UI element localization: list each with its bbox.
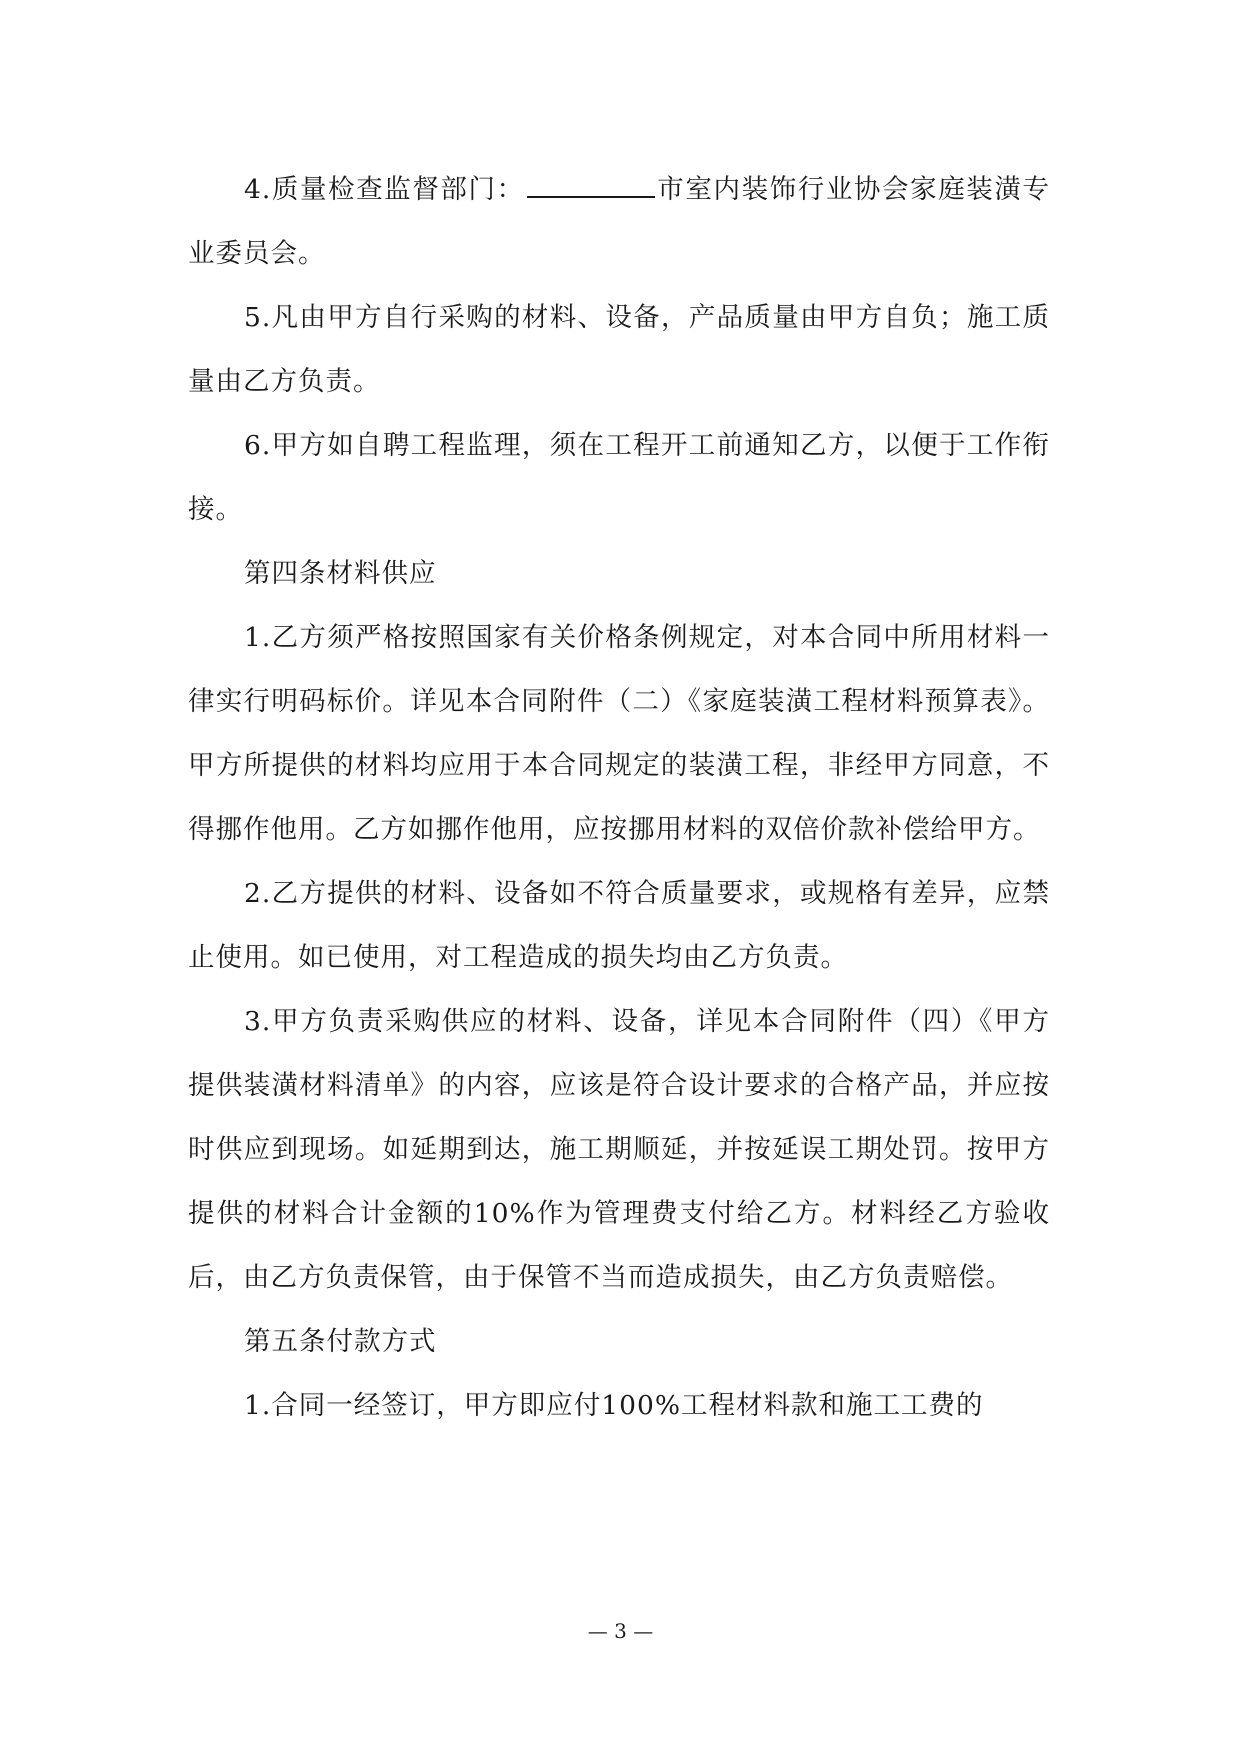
article-4-clause-2: 2.乙方提供的材料、设备如不符合质量要求，或规格有差异，应禁止使用。如已使用，对工程造成的损失均由乙方负责。 bbox=[188, 878, 1050, 973]
clause-4-text-after: 市室内装饰行业协会家庭装潢专业委员会。 bbox=[188, 174, 1050, 269]
clause-5-material-quality: 5.凡由甲方自行采购的材料、设备，产品质量由甲方自负；施工质量由乙方负责。 bbox=[188, 302, 1050, 397]
clause-6-supervision: 6.甲方如自聘工程监理，须在工程开工前通知乙方，以便于工作衔接。 bbox=[188, 430, 1050, 525]
article-5-clause-1: 1.合同一经签订，甲方即应付100%工程材料款和施工工费的 bbox=[244, 1390, 984, 1421]
clause-4-text-before: 4.质量检查监督部门： bbox=[244, 174, 525, 205]
document-body bbox=[188, 158, 1050, 1438]
article-4-clause-1: 1.乙方须严格按照国家有关价格条例规定，对本合同中所用材料一律实行明码标价。详见本合同附件（二）《家庭装潢工程材料预算表》。甲方所提供的材料均应用于本合同规定的装潢工程，非经甲方同意，不得挪作他用。乙方如挪作他用，应按挪用材料的双倍价款补偿给甲方。 bbox=[188, 622, 1050, 845]
article-5-heading: 第五条付款方式 bbox=[244, 1326, 437, 1357]
blank-fill-line bbox=[527, 170, 655, 198]
clause-4-quality-inspection bbox=[188, 158, 1050, 286]
article-4-clause-3: 3.甲方负责采购供应的材料、设备，详见本合同附件（四）《甲方提供装潢材料清单》的内容，应该是符合设计要求的合格产品，并应按时供应到现场。如延期到达，施工期顺延，并按延误工期处罚。按甲方提供的材料合计金额的10%作为管理费支付给乙方。材料经乙方验收后，由乙方负责保管，由于保管不当而造成损失，由乙方负责赔偿。 bbox=[188, 1006, 1050, 1293]
article-4-heading: 第四条材料供应 bbox=[244, 558, 437, 589]
page-number: — 3 — bbox=[587, 1619, 654, 1643]
